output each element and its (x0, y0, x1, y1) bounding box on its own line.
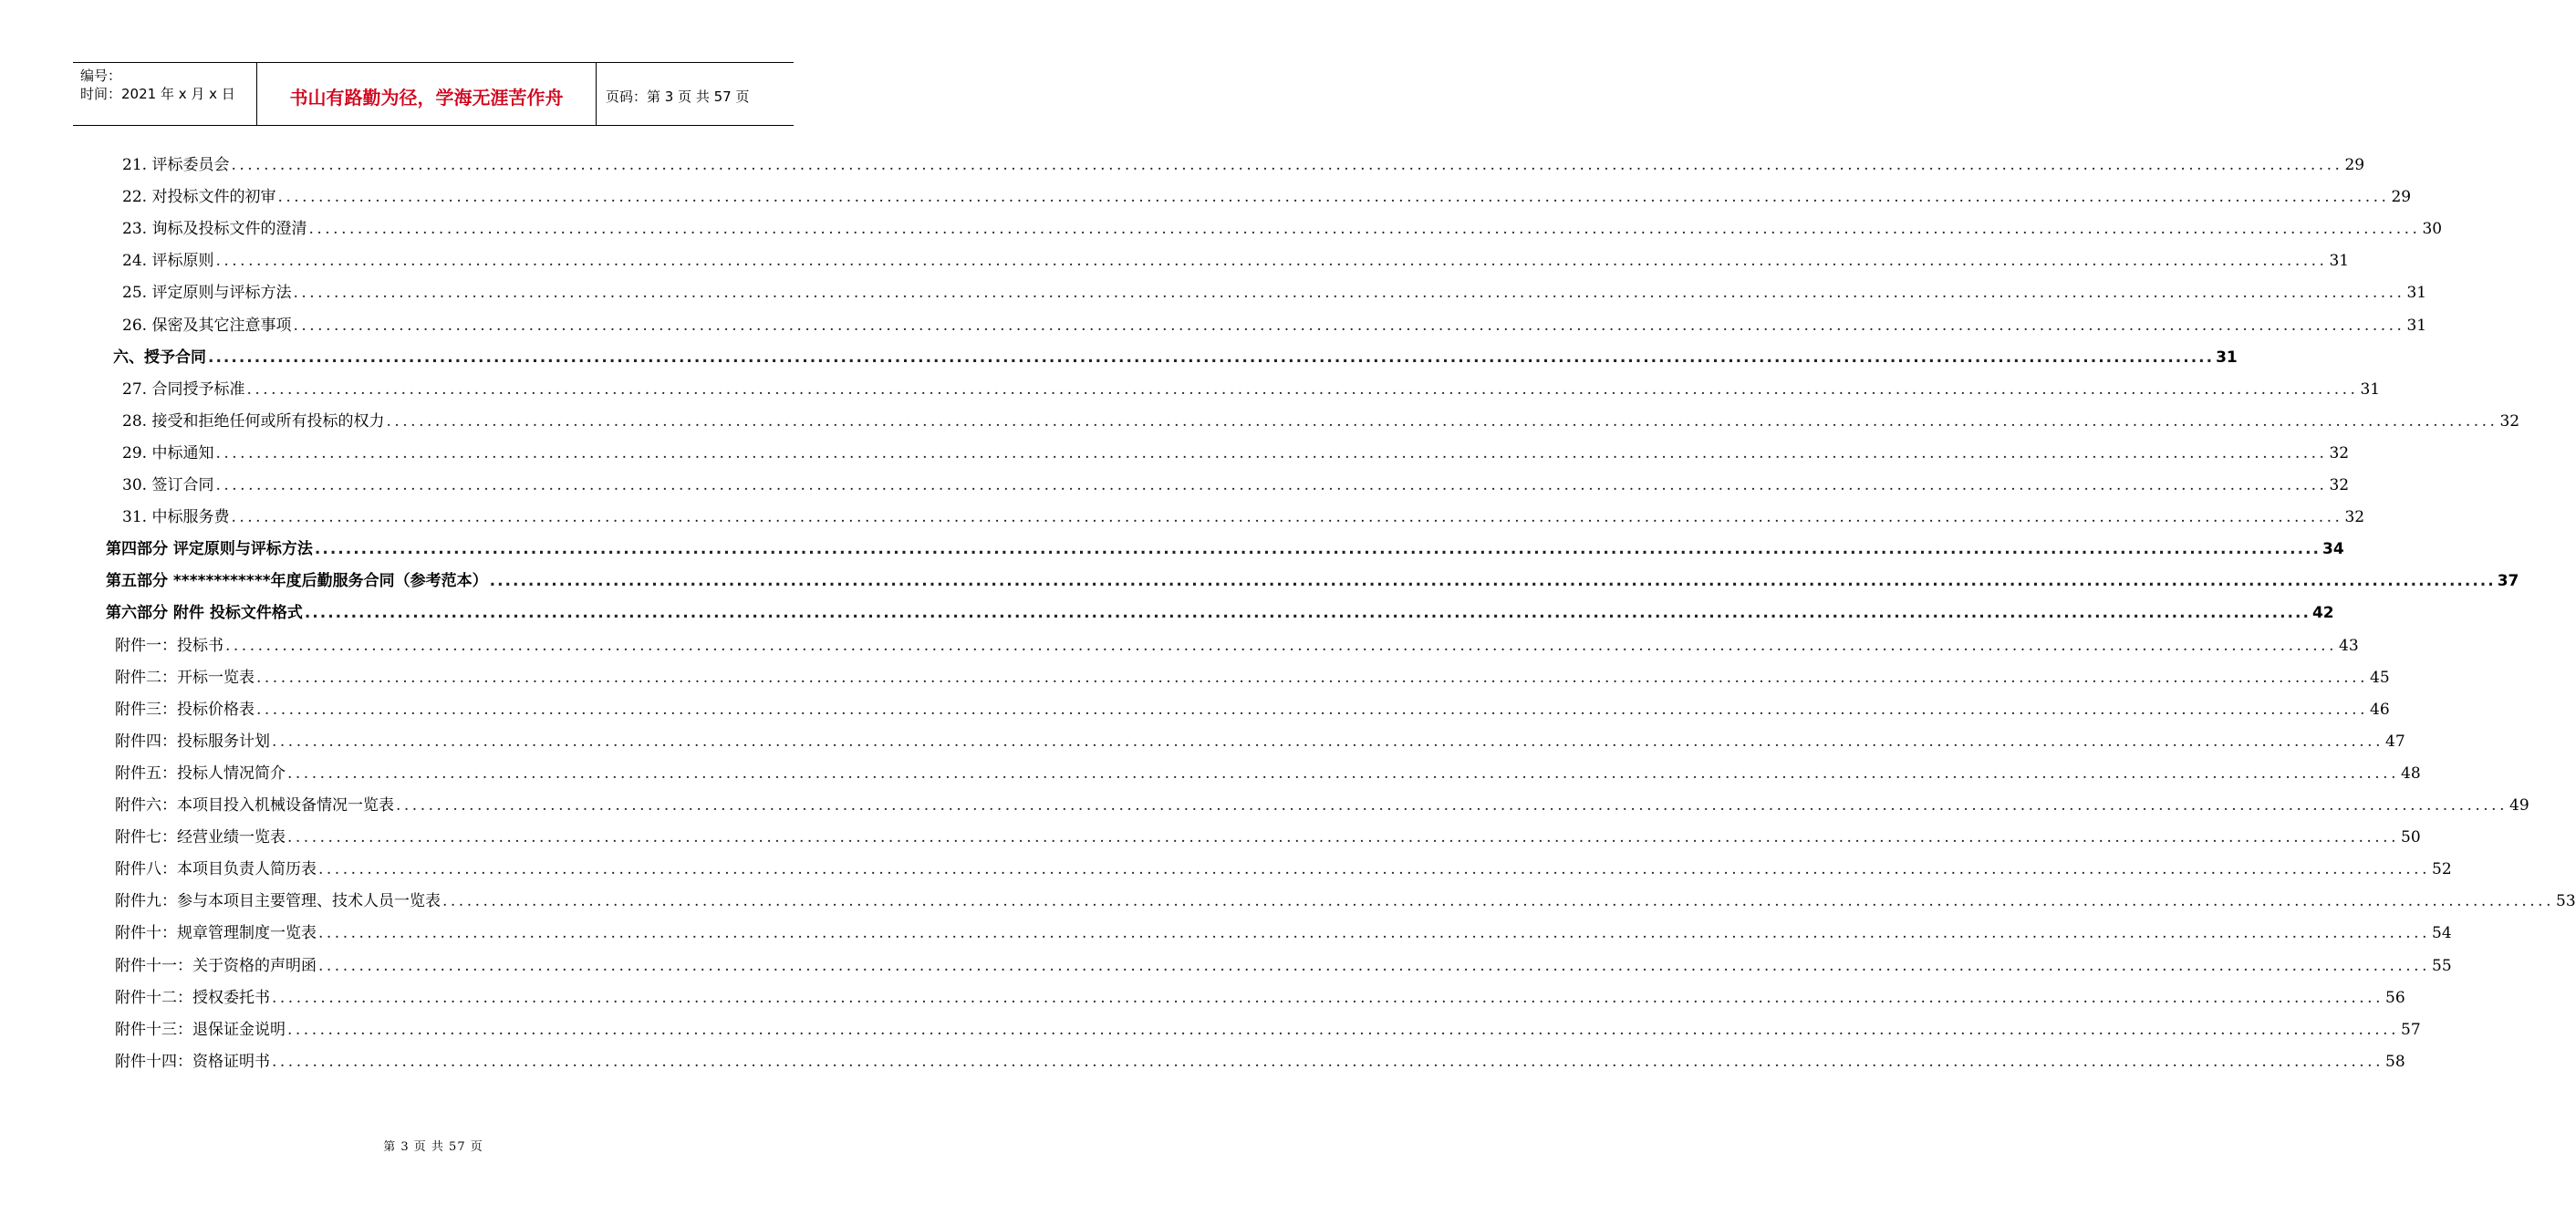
toc-dot-leader: .................................................................................................................................................................................................................................................................... (318, 957, 2430, 975)
toc-entry[interactable] (113, 340, 2238, 368)
toc-entry-title: 24. 评标原则 (122, 252, 214, 270)
toc-dot-leader: .................................................................................................................................................................................................................................................................... (215, 444, 2328, 462)
toc-entry-page: 32 (2329, 444, 2350, 462)
toc-dot-leader: .................................................................................................................................................................................................................................................................... (489, 572, 2496, 590)
toc-dot-leader: .................................................................................................................................................................................................................................................................... (215, 252, 2328, 270)
toc-entry[interactable] (122, 180, 2412, 207)
toc-entry[interactable] (115, 852, 2452, 879)
toc-dot-leader: .................................................................................................................................................................................................................................................................... (287, 828, 2399, 847)
toc-dot-leader: .................................................................................................................................................................................................................................................................... (308, 220, 2421, 238)
toc-entry[interactable] (106, 564, 2519, 591)
toc-entry[interactable] (115, 724, 2405, 752)
toc-entry-title: 30. 签订合同 (122, 476, 214, 494)
toc-dot-leader: .................................................................................................................................................................................................................................................................... (215, 476, 2328, 494)
toc-entry-page: 53 (2556, 892, 2576, 910)
toc-entry-page: 54 (2432, 924, 2452, 942)
toc-entry[interactable] (122, 404, 2520, 431)
toc-entry-title: 附件四：投标服务计划 (115, 732, 270, 751)
toc-entry[interactable] (106, 596, 2334, 623)
toc-dot-leader: .................................................................................................................................................................................................................................................................... (272, 732, 2384, 751)
toc-entry-title: 21. 评标委员会 (122, 156, 230, 174)
document-time-label: 时间：2021 年 x 月 x 日 (80, 86, 235, 102)
toc-dot-leader: .................................................................................................................................................................................................................................................................... (256, 669, 2368, 687)
toc-entry[interactable] (115, 949, 2452, 976)
toc-entry-page: 46 (2370, 701, 2390, 719)
toc-entry[interactable] (115, 820, 2421, 847)
toc-dot-leader: .................................................................................................................................................................................................................................................................... (231, 508, 2343, 526)
toc-entry-page: 32 (2499, 412, 2520, 431)
toc-entry[interactable] (122, 436, 2350, 463)
toc-dot-leader: .................................................................................................................................................................................................................................................................... (396, 796, 2508, 815)
toc-entry-page: 55 (2432, 957, 2452, 975)
toc-entry-title: 附件十：规章管理制度一览表 (115, 924, 317, 942)
toc-entry-title: 27. 合同授予标准 (122, 380, 245, 399)
toc-entry-page: 45 (2370, 669, 2390, 687)
toc-entry-page: 31 (2406, 317, 2427, 335)
toc-entry[interactable] (115, 629, 2359, 656)
toc-dot-leader: .................................................................................................................................................................................................................................................................... (318, 860, 2430, 878)
toc-entry[interactable] (115, 884, 2576, 911)
toc-entry[interactable] (122, 244, 2350, 271)
toc-entry-page: 29 (2391, 188, 2412, 206)
toc-entry-title: 附件九：参与本项目主要管理、技术人员一览表 (115, 892, 441, 910)
toc-dot-leader: .................................................................................................................................................................................................................................................................... (231, 156, 2343, 174)
toc-dot-leader: .................................................................................................................................................................................................................................................................... (272, 989, 2384, 1007)
toc-entry-page: 30 (2422, 220, 2443, 238)
toc-entry-page: 56 (2385, 989, 2405, 1007)
toc-entry-page: 48 (2401, 764, 2421, 783)
toc-entry-page: 31 (2360, 380, 2381, 399)
toc-entry-page: 52 (2432, 860, 2452, 878)
toc-entry-title: 25. 评定原则与评标方法 (122, 284, 292, 302)
toc-dot-leader: .................................................................................................................................................................................................................................................................... (442, 892, 2554, 910)
toc-entry-page: 49 (2509, 796, 2529, 815)
toc-entry[interactable] (115, 981, 2405, 1008)
toc-entry-title: 六、授予合同 (113, 348, 206, 367)
toc-entry-title: 附件三：投标价格表 (115, 701, 254, 719)
toc-entry[interactable] (122, 212, 2443, 239)
header-motto: 书山有路勤为径，学海无涯苦作舟 (257, 63, 597, 125)
toc-entry-title: 附件十四：资格证明书 (115, 1053, 270, 1071)
page-footer: 第 3 页 共 57 页 (383, 1140, 483, 1154)
toc-entry-title: 附件十二：授权委托书 (115, 989, 270, 1007)
toc-entry-page: 50 (2401, 828, 2421, 847)
toc-dot-leader: .................................................................................................................................................................................................................................................................... (277, 188, 2390, 206)
toc-dot-leader: .................................................................................................................................................................................................................................................................... (256, 701, 2368, 719)
toc-dot-leader: .................................................................................................................................................................................................................................................................... (208, 348, 2215, 367)
toc-entry-page: 37 (2497, 572, 2519, 590)
toc-entry[interactable] (122, 500, 2365, 527)
toc-entry[interactable] (122, 308, 2427, 336)
toc-entry-page: 29 (2344, 156, 2365, 174)
toc-entry-title: 第六部分 附件 投标文件格式 (106, 604, 303, 622)
toc-entry-page: 32 (2329, 476, 2350, 494)
toc-entry[interactable] (115, 788, 2529, 816)
toc-entry-title: 附件五：投标人情况简介 (115, 764, 286, 783)
toc-entry[interactable] (122, 148, 2365, 175)
toc-dot-leader: .................................................................................................................................................................................................................................................................... (287, 1021, 2399, 1039)
toc-entry-title: 附件二：开标一览表 (115, 669, 254, 687)
toc-entry[interactable] (106, 532, 2344, 559)
toc-entry-page: 58 (2385, 1053, 2405, 1071)
toc-entry-page: 34 (2322, 540, 2344, 558)
toc-entry-page: 43 (2339, 637, 2359, 655)
toc-entry-title: 第五部分 ************年度后勤服务合同（参考范本） (106, 572, 488, 590)
toc-entry-page: 31 (2406, 284, 2427, 302)
toc-entry-title: 26. 保密及其它注意事项 (122, 317, 292, 335)
header-meta (73, 63, 257, 125)
toc-dot-leader: .................................................................................................................................................................................................................................................................... (386, 412, 2498, 431)
toc-entry-title: 附件六：本项目投入机械设备情况一览表 (115, 796, 394, 815)
toc-entry-title: 23. 询标及投标文件的澄清 (122, 220, 307, 238)
toc-entry-page: 57 (2401, 1021, 2421, 1039)
toc-entry[interactable] (115, 1013, 2421, 1040)
toc-entry[interactable] (115, 916, 2452, 943)
toc-dot-leader: .................................................................................................................................................................................................................................................................... (314, 540, 2322, 558)
toc-dot-leader: .................................................................................................................................................................................................................................................................... (246, 380, 2359, 399)
document-number-label: 编号： (80, 68, 122, 84)
toc-entry[interactable] (115, 756, 2421, 784)
toc-entry-title: 第四部分 评定原则与评标方法 (106, 540, 313, 558)
toc-entry-title: 附件一：投标书 (115, 637, 223, 655)
toc-entry-title: 附件七：经营业绩一览表 (115, 828, 286, 847)
toc-entry-page: 32 (2344, 508, 2365, 526)
toc-entry-page: 31 (2216, 348, 2238, 367)
toc-entry-title: 29. 中标通知 (122, 444, 214, 462)
toc-entry-page: 31 (2329, 252, 2350, 270)
toc-entry-title: 22. 对投标文件的初审 (122, 188, 276, 206)
toc-entry-page: 47 (2385, 732, 2405, 751)
toc-entry-title: 附件十三：退保证金说明 (115, 1021, 286, 1039)
toc-dot-leader: .................................................................................................................................................................................................................................................................... (287, 764, 2399, 783)
toc-entry[interactable] (122, 372, 2381, 400)
toc-entry-title: 31. 中标服务费 (122, 508, 230, 526)
toc-entry[interactable] (115, 660, 2390, 688)
toc-entry[interactable] (122, 468, 2350, 495)
toc-entry[interactable] (115, 692, 2390, 720)
toc-entry[interactable] (122, 275, 2427, 303)
toc-entry[interactable] (115, 1044, 2405, 1072)
toc-dot-leader: .................................................................................................................................................................................................................................................................... (304, 604, 2311, 622)
toc-entry-title: 附件十一：关于资格的声明函 (115, 957, 317, 975)
toc-dot-leader: .................................................................................................................................................................................................................................................................... (318, 924, 2430, 942)
toc-entry-title: 附件八：本项目负责人简历表 (115, 860, 317, 878)
toc-entry-title: 28. 接受和拒绝任何或所有投标的权力 (122, 412, 385, 431)
toc-entry-page: 42 (2311, 604, 2334, 622)
page-header (73, 62, 794, 126)
toc-dot-leader: .................................................................................................................................................................................................................................................................... (293, 284, 2405, 302)
toc-dot-leader: .................................................................................................................................................................................................................................................................... (225, 637, 2337, 655)
toc-dot-leader: .................................................................................................................................................................................................................................................................... (293, 317, 2405, 335)
toc-dot-leader: .................................................................................................................................................................................................................................................................... (272, 1053, 2384, 1071)
header-page-info: 页码：第 3 页 共 57 页 (606, 88, 750, 105)
